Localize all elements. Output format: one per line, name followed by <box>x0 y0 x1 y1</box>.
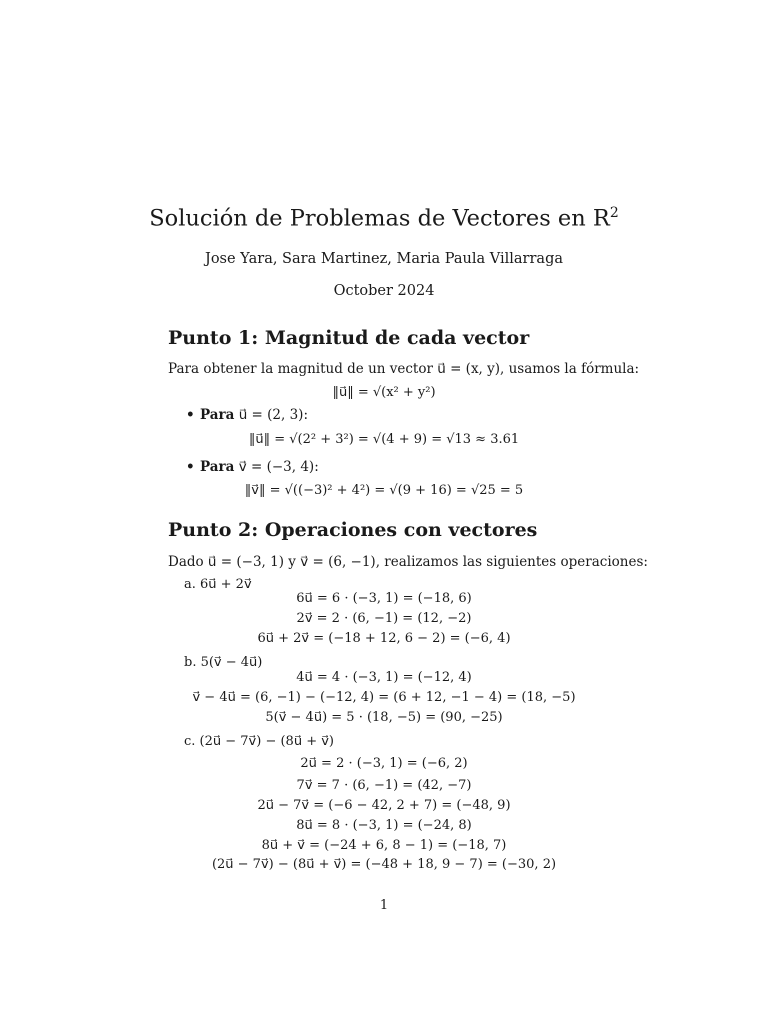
section-2-intro: Dado u⃗ = (−3, 1) y v⃗ = (6, −1), realizamos las siguientes operaciones: <box>168 554 648 570</box>
magnitude-formula: ‖u⃗‖ = √(x² + y²) <box>332 385 436 400</box>
equation-line: 8u⃗ + v⃗ = (−24 + 6, 8 − 1) = (−18, 7) <box>261 838 507 853</box>
page-number: 1 <box>379 898 389 913</box>
equation-line: 4u⃗ = 4 · (−3, 1) = (−12, 4) <box>296 670 472 685</box>
bullet-vector: v⃗ = (−3, 4): <box>238 459 319 475</box>
equation-line: 2v⃗ = 2 · (6, −1) = (12, −2) <box>296 611 472 626</box>
bullet-icon: • <box>186 459 195 475</box>
bullet-label: Para <box>200 459 235 475</box>
date: October 2024 <box>333 283 435 299</box>
bullet-icon: • <box>186 407 195 423</box>
magnitude-equation: ‖u⃗‖ = √(2² + 3²) = √(4 + 9) = √13 ≈ 3.61 <box>248 432 520 447</box>
equation-line: 2u⃗ = 2 · (−3, 1) = (−6, 2) <box>300 756 468 771</box>
equation-line: 7v⃗ = 7 · (6, −1) = (42, −7) <box>296 778 472 793</box>
document-title <box>0 205 768 232</box>
authors: Jose Yara, Sara Martinez, Maria Paula Villarraga <box>205 251 563 267</box>
section-1-intro: Para obtener la magnitud de un vector u⃗ = (x, y), usamos la fórmula: <box>168 361 640 377</box>
equation-line: 6u⃗ + 2v⃗ = (−18 + 12, 6 − 2) = (−6, 4) <box>257 631 511 646</box>
equation-line: (2u⃗ − 7v⃗) − (8u⃗ + v⃗) = (−48 + 18, 9 − 7) = (−30, 2) <box>211 857 557 872</box>
equation-line: 5(v⃗ − 4u⃗) = 5 · (18, −5) = (90, −25) <box>265 710 503 725</box>
title-superscript: 2 <box>609 205 619 221</box>
bullet-item <box>186 407 308 423</box>
magnitude-equation: ‖v⃗‖ = √((−3)² + 4²) = √(9 + 16) = √25 = 5 <box>244 483 524 498</box>
enum-item-label: a. 6u⃗ + 2v⃗ <box>184 577 252 592</box>
section-2-heading: Punto 2: Operaciones con vectores <box>168 519 538 541</box>
title-text: Solución de Problemas de Vectores en R <box>149 205 610 232</box>
equation-line: v⃗ − 4u⃗ = (6, −1) − (−12, 4) = (6 + 12, −1 − 4) = (18, −5) <box>192 690 576 705</box>
bullet-vector: u⃗ = (2, 3): <box>238 407 308 423</box>
enum-item-label: c. (2u⃗ − 7v⃗) − (8u⃗ + v⃗) <box>184 734 334 749</box>
equation-line: 2u⃗ − 7v⃗ = (−6 − 42, 2 + 7) = (−48, 9) <box>257 798 511 813</box>
enum-item-label: b. 5(v⃗ − 4u⃗) <box>184 655 263 670</box>
bullet-label: Para <box>200 407 235 423</box>
equation-line: 6u⃗ = 6 · (−3, 1) = (−18, 6) <box>296 591 472 606</box>
section-1-heading: Punto 1: Magnitud de cada vector <box>168 327 530 349</box>
equation-line: 8u⃗ = 8 · (−3, 1) = (−24, 8) <box>296 818 472 833</box>
bullet-item <box>186 459 319 475</box>
